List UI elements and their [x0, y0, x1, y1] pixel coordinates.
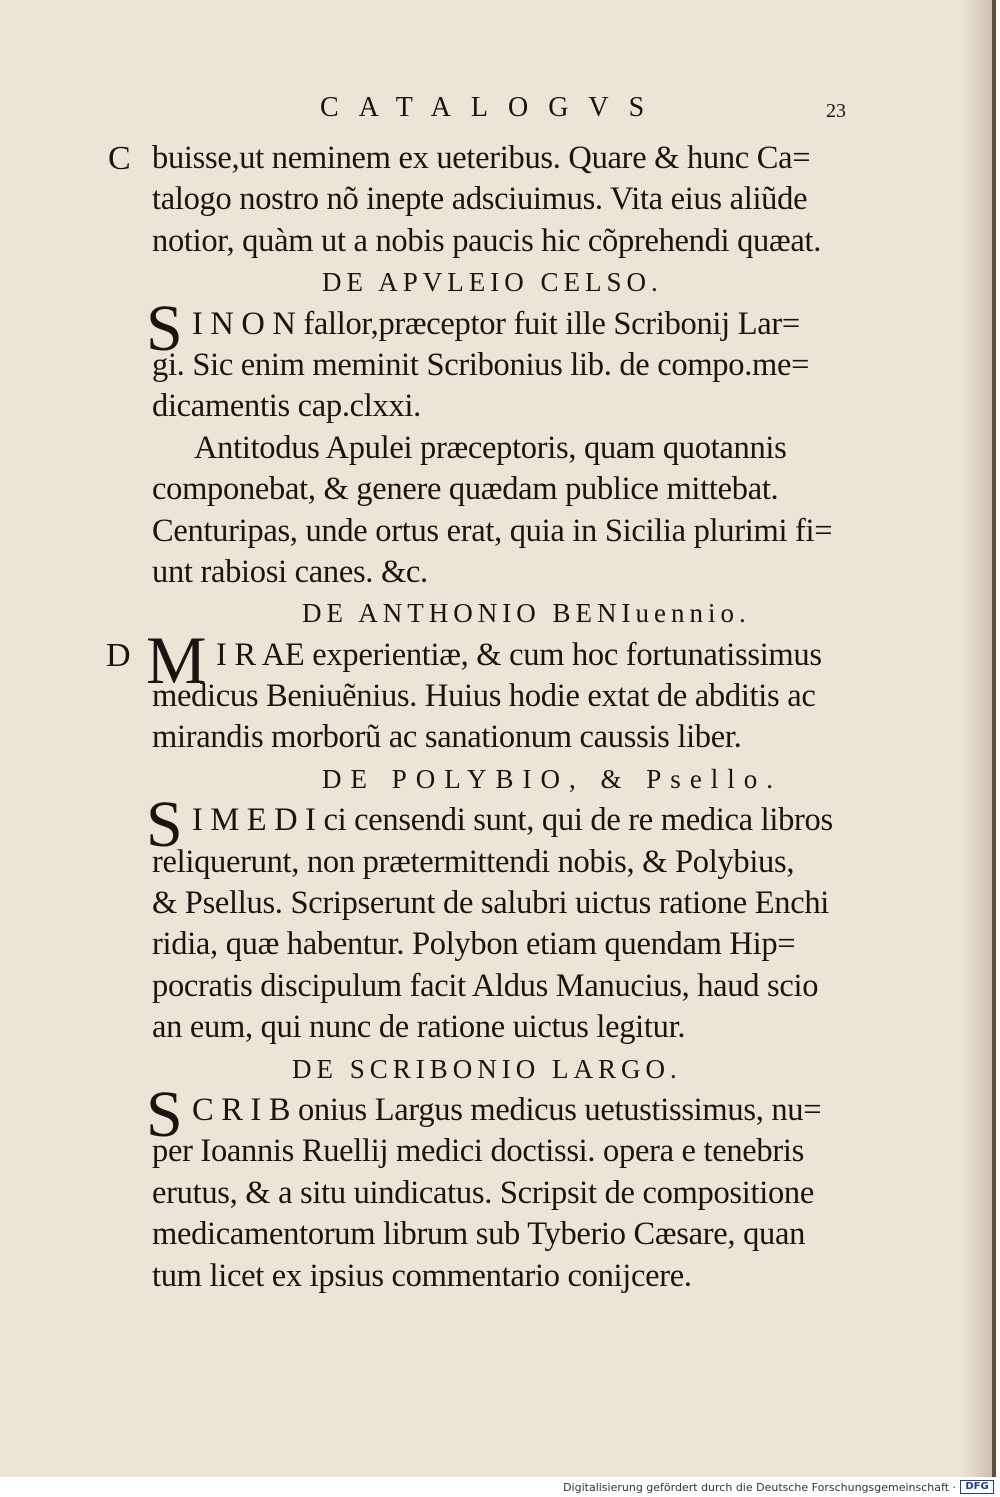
- line-text: I N O N fallor,præceptor fuit ille Scribonij Lar=: [192, 305, 800, 342]
- text-line: ridia, quæ habentur. Polybon etiam quendam Hip=: [152, 926, 796, 963]
- text-line: [146, 1077, 927, 1151]
- section-heading: DE APVLEIO CELSO.: [322, 267, 663, 298]
- text-line: medicus Beniuẽnius. Huius hodie extat de abditis ac: [152, 678, 816, 715]
- text-line: talogo nostro nõ inepte adsciuimus. Vita eius aliũde: [152, 181, 808, 218]
- text-line: per Ioannis Ruellij medici doctissi. opera e tenebris: [152, 1133, 804, 1170]
- footer-bar: [0, 1477, 1000, 1497]
- text-line: erutus, & a situ uindicatus. Scripsit de compositione: [152, 1174, 814, 1211]
- text-line: an eum, qui nunc de ratione uictus legitur.: [152, 1009, 686, 1046]
- line-text: I R AE experientiæ, & cum hoc fortunatissimus: [216, 636, 822, 673]
- drop-cap: M: [146, 621, 207, 698]
- text-block: [106, 138, 927, 1297]
- drop-cap: S: [146, 1077, 183, 1151]
- text-line: Antitodus Apulei præceptoris, quam quotannis: [194, 429, 787, 466]
- section-heading: DE POLYBIO, & Psello.: [322, 763, 783, 794]
- text-line: Centuripas, unde ortus erat, quia in Sicilia plurimi fi=: [152, 512, 833, 549]
- page-edge-shadow: [962, 0, 992, 1477]
- text-line: medicamentorum librum sub Tyberio Cæsare, quan: [152, 1216, 806, 1253]
- text-line: dicamentis cap.clxxi.: [152, 388, 421, 425]
- line-text: buisse,ut neminem ex ueteribus. Quare & hunc Ca=: [152, 140, 811, 176]
- line-text: C R I B onius Largus medicus uetustissimus, nu=: [192, 1091, 822, 1128]
- section-heading: DE SCRIBONIO LARGO.: [292, 1053, 682, 1084]
- drop-cap: S: [146, 788, 183, 862]
- catchword: C: [108, 140, 131, 177]
- running-title: CATALOGVS: [320, 92, 665, 123]
- page-number: 23: [826, 100, 846, 122]
- text-line: mirandis morborũ ac sanationum caussis liber.: [152, 719, 742, 756]
- funding-credit: Digitalisierung gefördert durch die Deutsche Forschungsgemeinschaft ·: [563, 1481, 956, 1494]
- text-line: gi. Sic enim meminit Scribonius lib. de compo.me=: [152, 346, 810, 383]
- text-line: tum licet ex ipsius commentario conijcere.: [152, 1257, 692, 1294]
- drop-cap: S: [146, 291, 183, 365]
- text-line: reliquerunt, non prætermittendi nobis, & Polybius,: [152, 843, 795, 880]
- text-line: unt rabiosi canes. &c.: [152, 553, 428, 590]
- text-line: pocratis discipulum facit Aldus Manucius, haud scio: [152, 967, 819, 1004]
- line-text: I M E D I ci censendi sunt, qui de re medica libros: [192, 802, 833, 839]
- text-line: & Psellus. Scripserunt de salubri uictus ratione Enchi: [152, 885, 830, 922]
- page-header: [0, 92, 992, 132]
- text-line: [108, 138, 927, 179]
- dfg-logo: DFG: [960, 1480, 994, 1494]
- text-line: notior, quàm ut a nobis paucis hic cõprehendi quæat.: [152, 222, 822, 259]
- catchword: D: [106, 636, 131, 674]
- section-heading: DE ANTHONIO BENIuennio.: [302, 598, 751, 629]
- text-line: componebat, & genere quædam publice mittebat.: [152, 471, 779, 508]
